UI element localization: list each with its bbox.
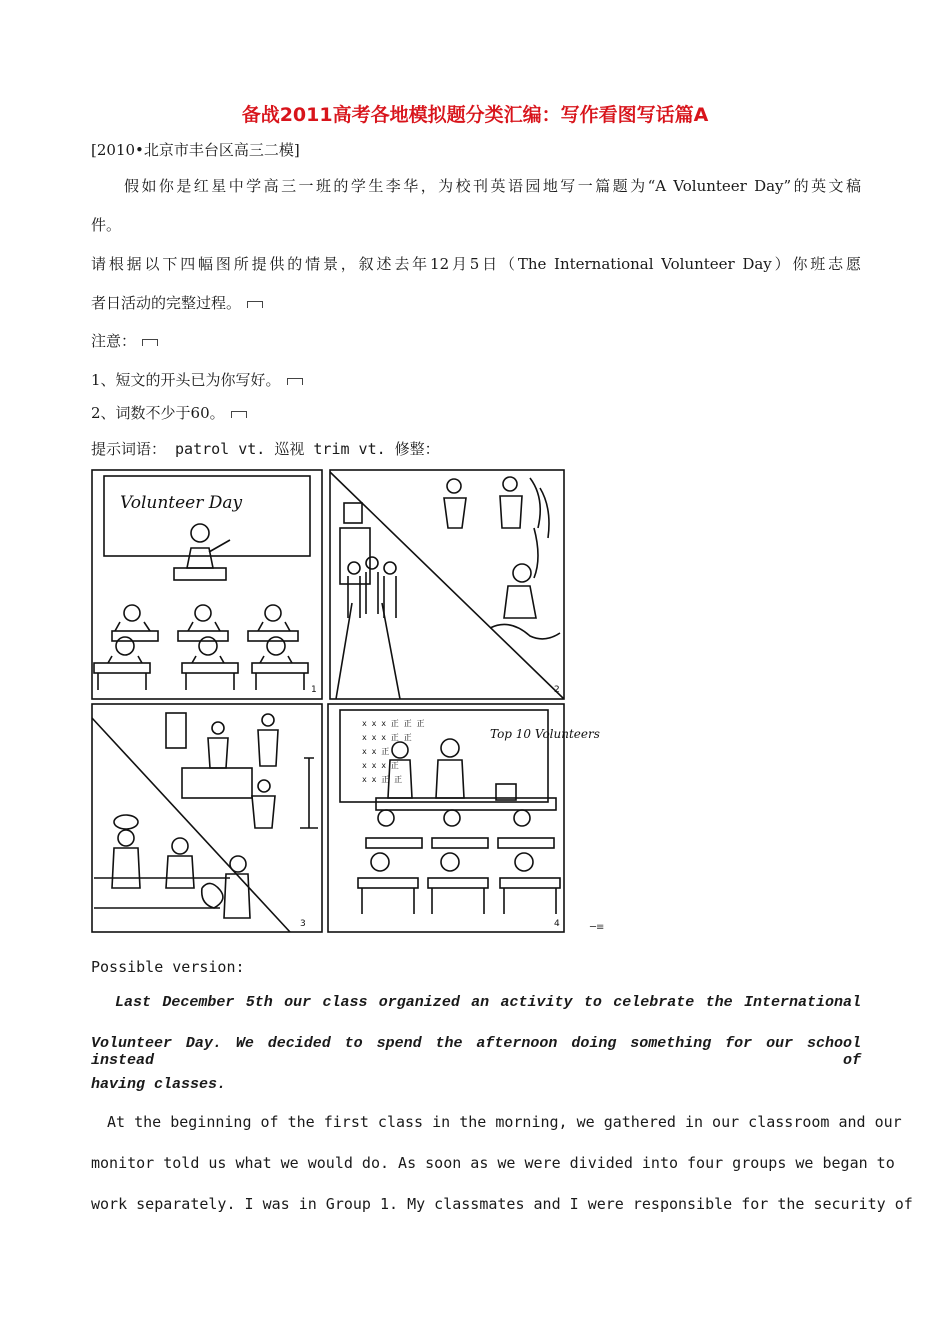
tally-row: x x x 正 正 正 — [362, 719, 425, 728]
note-item — [91, 369, 861, 390]
panel-number: 3 — [300, 919, 306, 929]
edit-mark-icon — [231, 411, 247, 418]
italic-paragraph-line: having classes. — [91, 1076, 227, 1093]
instruction-line: 件。 — [91, 216, 122, 234]
note-label — [91, 330, 861, 351]
edit-mark-icon — [142, 339, 158, 346]
hint-words: 提示词语： patrol vt. 巡视 trim vt. 修整： — [91, 440, 440, 458]
source-label: [2010•北京市丰台区高三二模] — [91, 141, 300, 159]
panel-4-board-text: Top 10 Volunteers — [490, 727, 600, 741]
italic-paragraph-line: Volunteer Day. We decided to spend the afternoon doing something for our school instead of — [91, 1035, 861, 1069]
edit-mark-icon — [287, 378, 303, 385]
instruction-line — [91, 292, 861, 313]
panel-3 — [92, 704, 322, 932]
panel-number: 1 — [311, 685, 317, 695]
tally-row: x x x 正 — [362, 761, 399, 770]
note-item — [91, 402, 861, 423]
comic-illustration — [90, 468, 600, 934]
page-title: 备战2011高考各地模拟题分类汇编：写作看图写话篇A — [241, 104, 709, 126]
panel-1-board-text: Volunteer Day — [120, 493, 243, 513]
note-text: 2、词数不少于60。 — [91, 404, 225, 422]
tally-row: x x x 正 正 — [362, 733, 412, 742]
tally-row: x x 正 正 — [362, 775, 403, 784]
panel-number: 2 — [554, 685, 560, 695]
possible-version-label: Possible version: — [91, 958, 245, 976]
note-text: 1、短文的开头已为你写好。 — [91, 371, 281, 389]
body-paragraph-line: monitor told us what we would do. As soon as we were divided into four groups we began to — [91, 1154, 895, 1172]
note-text: 注意： — [91, 332, 137, 350]
body-paragraph-line: At the beginning of the first class in the morning, we gathered in our classroom and our — [107, 1113, 902, 1131]
body-paragraph-line: work separately. I was in Group 1. My classmates and I were responsible for the security of — [91, 1195, 913, 1213]
instruction-line: 请根据以下四幅图所提供的情景，叙述去年12月5日（The International Volunteer Day）你班志愿 — [91, 255, 861, 273]
panel-number: 4 — [554, 919, 560, 929]
small-mark: ─≡ — [590, 922, 605, 933]
italic-paragraph-line: Last December 5th our class organized an activity to celebrate the International — [115, 994, 861, 1011]
instruction-line: 假如你是红星中学高三一班的学生李华，为校刊英语园地写一篇题为“A Volunteer Day”的英文稿 — [124, 177, 861, 195]
instruction-text: 者日活动的完整过程。 — [91, 294, 242, 312]
tally-row: x x 正 — [362, 747, 390, 756]
edit-mark-icon — [247, 301, 263, 308]
